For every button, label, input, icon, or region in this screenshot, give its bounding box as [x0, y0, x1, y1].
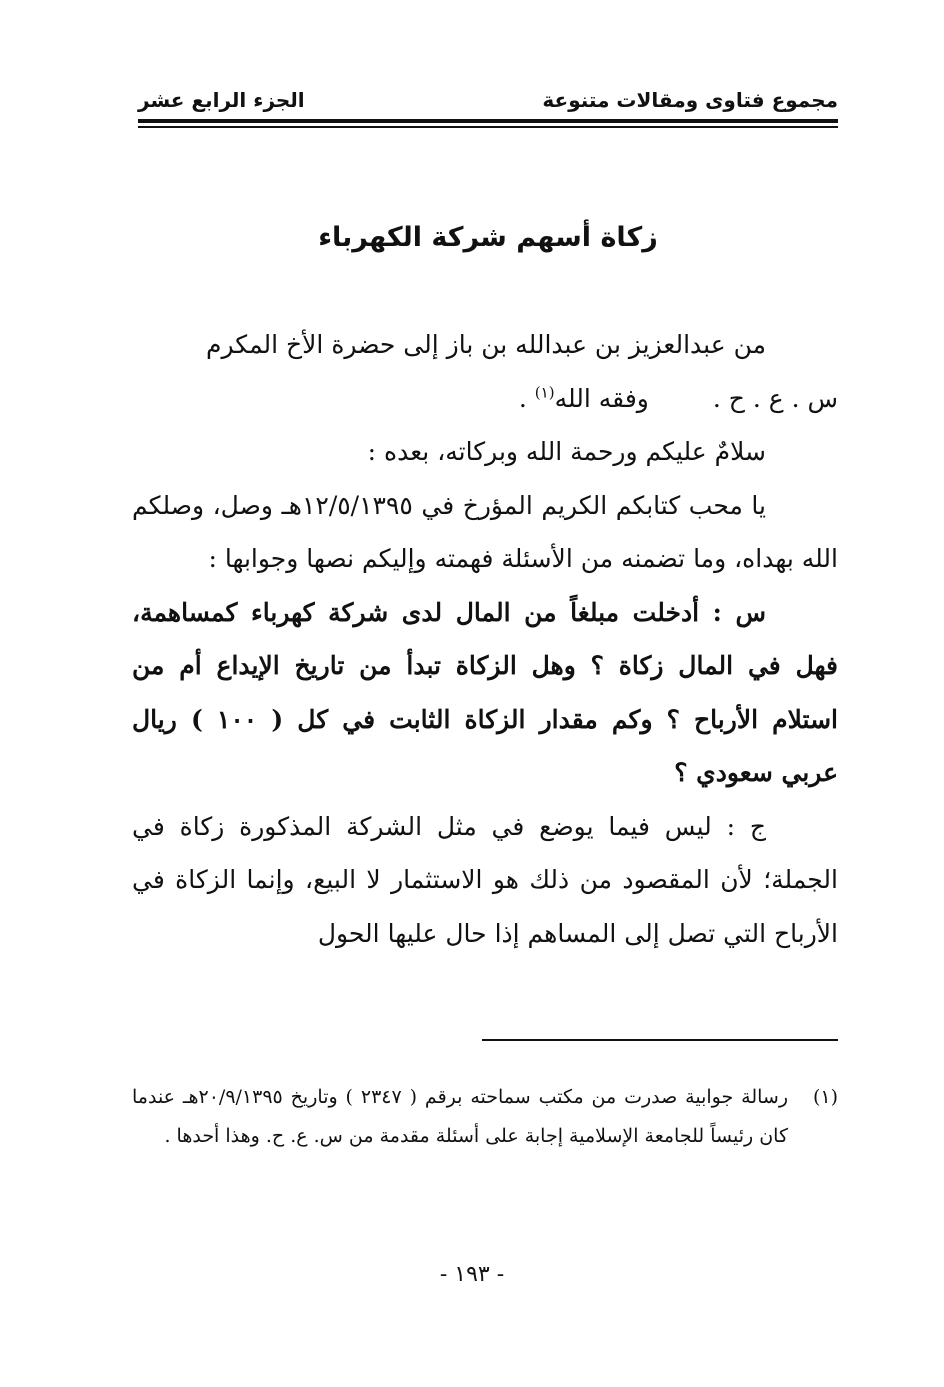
recipient-initials: س . ع . ح . [712, 383, 838, 413]
header-rule-thin [138, 126, 838, 128]
blessing [519, 372, 649, 426]
volume-part: الجزء الرابع عشر [138, 88, 305, 112]
letter-opening: من عبدالعزيز بن عبدالله بن باز إلى حضرة الأخ المكرم [205, 330, 766, 359]
footnote-paragraph [132, 1078, 838, 1156]
footnote [132, 1078, 838, 1156]
footnote-text: رسالة جوابية صدرت من مكتب سماحته برقم ( ٢٣٤٧ ) وتاريخ ٢٠/٩/١٣٩٥هـ عندما كان رئيساً للجامعة الإسلامية إجابة على أسئلة مقدمة من س. ع. ح. وهذا أحدها . [132, 1086, 788, 1147]
blessing-text: وفقه الله [554, 383, 649, 413]
footnote-number: (١) [812, 1086, 838, 1108]
footnote-separator [482, 1039, 838, 1041]
recipient-line [132, 372, 838, 426]
article-title: زكاة أسهم شركة الكهرباء [318, 222, 658, 253]
question-paragraph: س : أدخلت مبلغاً من المال لدى شركة كهرباء كمساهمة، فهل في المال زكاة ؟ وهل الزكاة تبدأ من تاريخ الإيداع أم من استلام الأرباح ؟ وكم مقدار الزكاة الثابت في كل ( ١٠٠ ) ريال عربي سعودي ؟ [132, 597, 838, 787]
footnote-marker: (١) [534, 383, 555, 402]
running-header [138, 88, 838, 118]
answer-paragraph: ج : ليس فيما يوضع في مثل الشركة المذكورة زكاة في الجملة؛ لأن المقصود من ذلك هو الاستثمار لا البيع، وإنما الزكاة في الأرباح التي تصل إلى المساهم إذا حال عليها الحول [132, 811, 838, 948]
article-body [132, 318, 838, 960]
blessing-end: . [518, 383, 527, 413]
greeting: سلامٌ عليكم ورحمة الله وبركاته، بعده : [367, 437, 766, 466]
book-title: مجموع فتاوى ومقالات متنوعة [542, 88, 838, 112]
header-rule-thick [138, 119, 838, 123]
letter-intro: يا محب كتابكم الكريم المؤرخ في ١٢/٥/١٣٩٥هـ وصل، وصلكم الله بهداه، وما تضمنه من الأسئلة فهمته وإليكم نصها وجوابها : [132, 490, 838, 573]
page-number: - ١٩٣ - [439, 1262, 505, 1287]
